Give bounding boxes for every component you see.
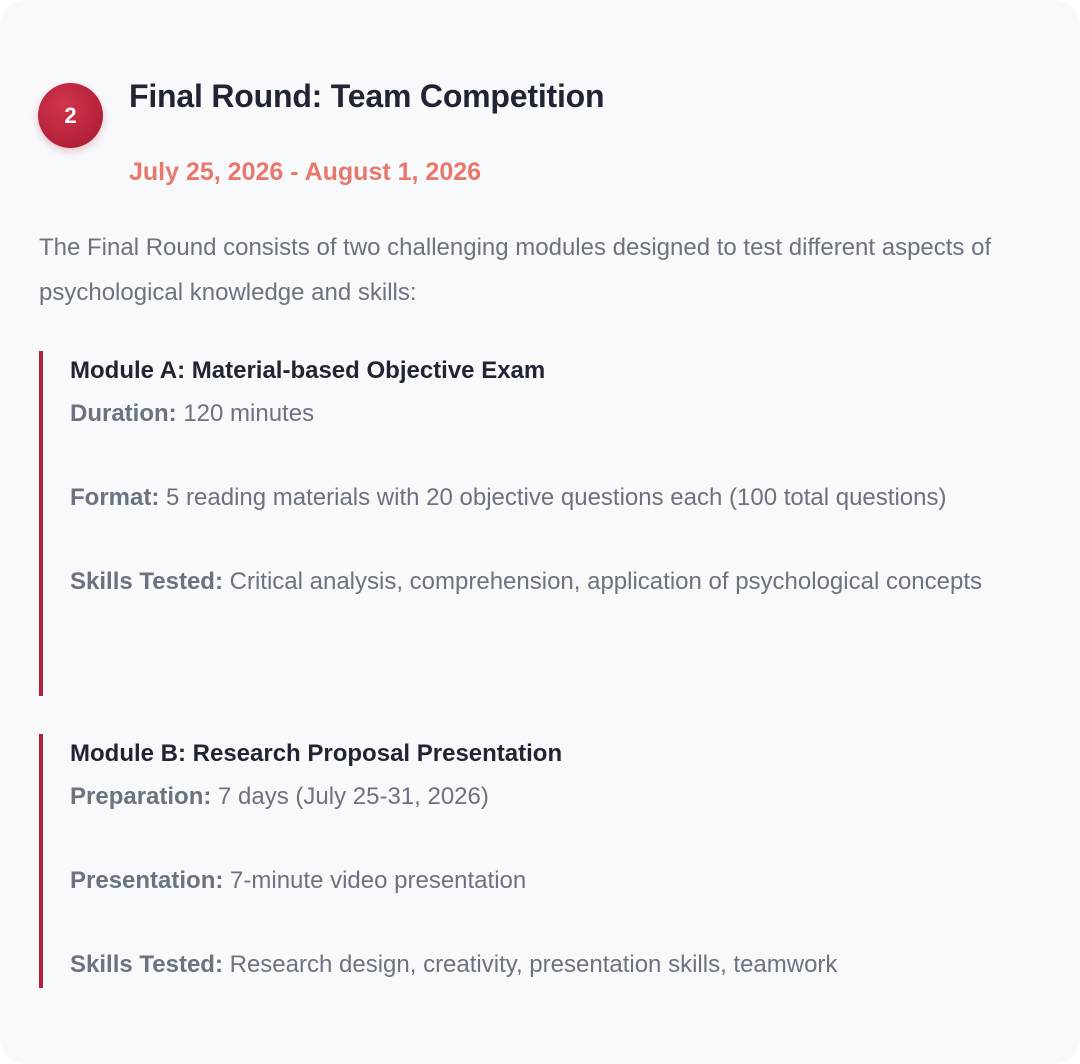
detail-label: Duration: [70,400,177,427]
module-detail-preparation [70,774,1039,819]
detail-value: 5 reading materials with 20 objective questions each (100 total questions) [159,484,947,511]
module-detail-format [70,475,1039,520]
detail-label: Skills Tested: [70,951,223,978]
detail-value: Critical analysis, comprehension, application of psychological concepts [222,568,983,595]
detail-label: Skills Tested: [70,568,223,595]
module-title: Module B: Research Proposal Presentation [70,740,563,767]
module-detail-duration [70,391,1039,436]
step-number-badge: 2 [38,83,103,148]
module-detail-skills [70,559,1039,604]
detail-label: Preparation: [70,783,212,810]
module-a-block [39,351,1039,696]
module-detail-skills [70,942,1039,987]
detail-label: Format: [70,484,160,511]
detail-value: 7-minute video presentation [223,867,527,894]
detail-value: Research design, creativity, presentation skills, teamwork [222,951,838,978]
module-b-block [39,734,1039,988]
detail-label: Presentation: [70,867,224,894]
detail-value: 120 minutes [176,400,315,427]
detail-value: 7 days (July 25-31, 2026) [211,783,489,810]
module-title: Module A: Material-based Objective Exam [70,357,546,384]
date-range: July 25, 2026 - August 1, 2026 [129,158,482,186]
module-detail-presentation [70,858,1039,903]
intro-paragraph: The Final Round consists of two challenging modules designed to test different aspects of psychological knowledge and skills: [39,234,992,306]
section-title: Final Round: Team Competition [129,78,605,114]
